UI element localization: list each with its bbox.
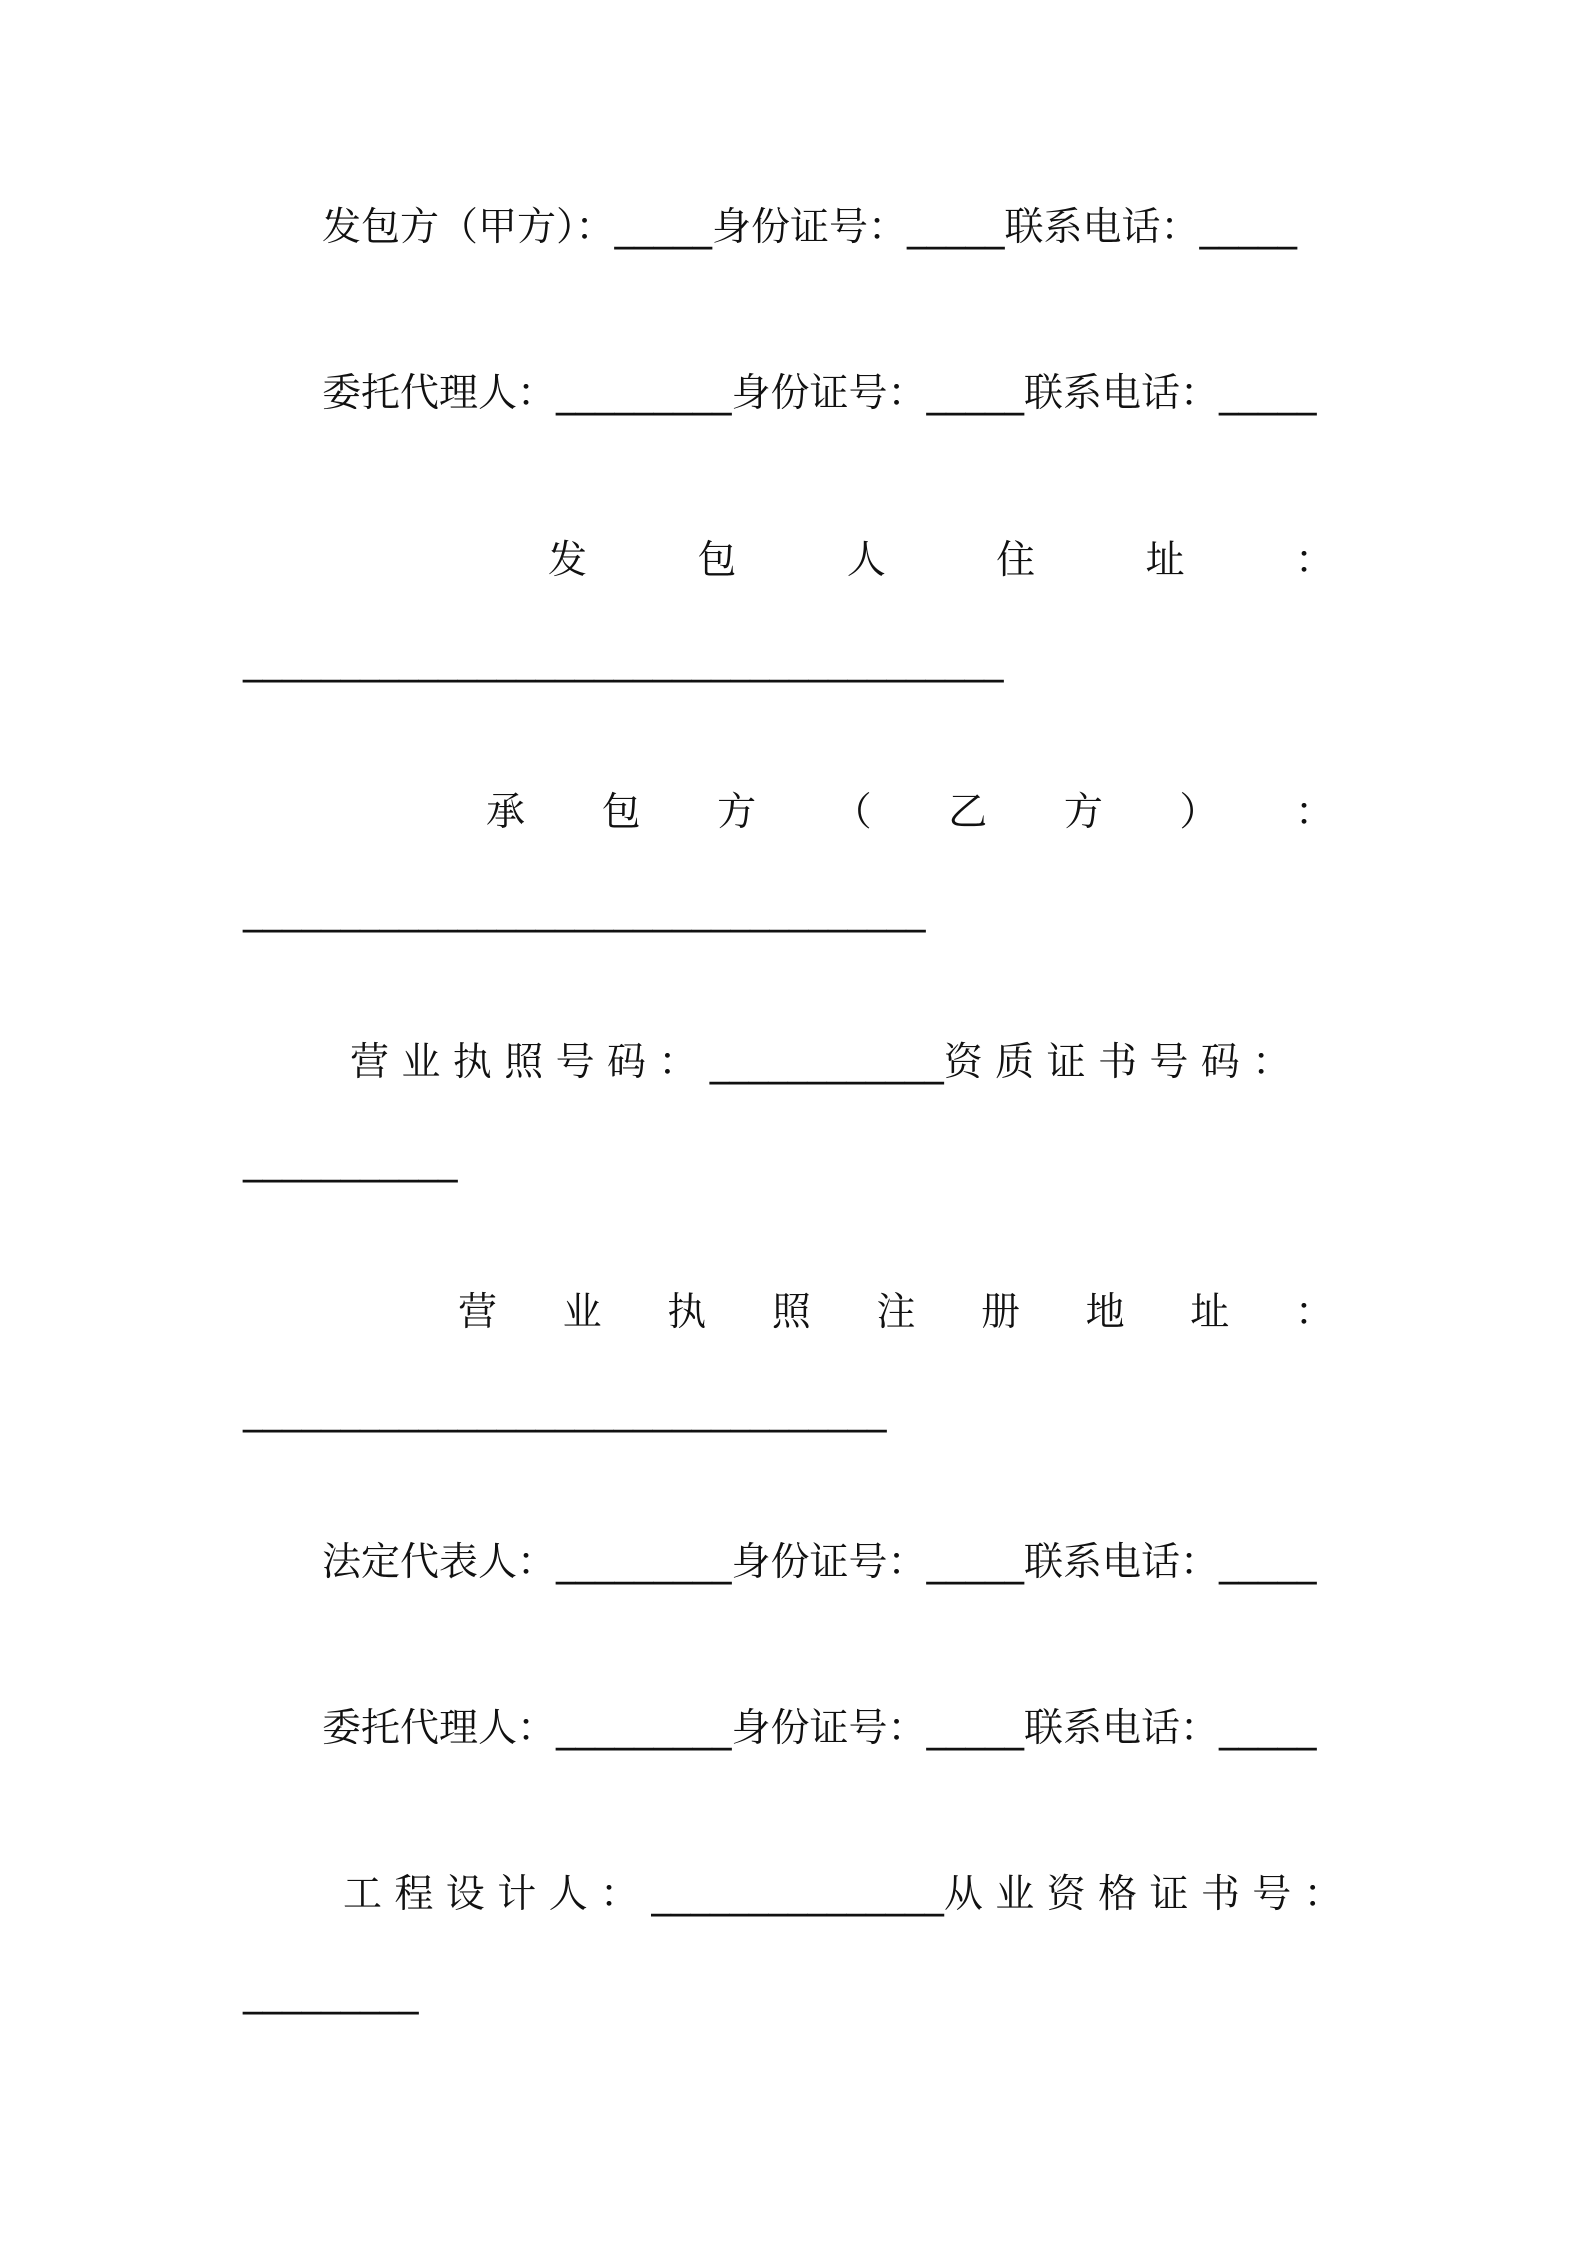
label-char: 执 — [667, 1290, 707, 1335]
label-char: 方 — [1063, 790, 1103, 835]
employer-address-label — [548, 533, 1334, 589]
label-char: ： — [1294, 1290, 1334, 1335]
label-char: 人 — [846, 538, 886, 583]
employer-line: 发包方（甲方）：_____身份证号：_____联系电话：_____ — [322, 205, 1298, 250]
label-char: ： — [1294, 790, 1334, 835]
label-char: 方 — [717, 790, 757, 835]
contractor-agent-line: 委托代理人：_________身份证号：_____联系电话：_____ — [322, 1706, 1317, 1751]
label-char: 址 — [1190, 1290, 1230, 1335]
label-char: 承 — [486, 790, 526, 835]
label-char: 包 — [697, 538, 737, 583]
label-char: 营 — [458, 1290, 498, 1335]
label-char: 册 — [981, 1290, 1021, 1335]
registered-address-label — [458, 1285, 1334, 1341]
label-char: 包 — [601, 790, 641, 835]
label-char: 住 — [996, 538, 1036, 583]
employer-address-blank: _______________________________________ — [243, 638, 1004, 683]
contractor-label — [486, 785, 1334, 841]
label-char: 地 — [1085, 1290, 1125, 1335]
label-char: 照 — [771, 1290, 811, 1335]
label-char: （ — [832, 790, 872, 835]
registered-address-blank: _________________________________ — [243, 1388, 887, 1433]
label-char: ） — [1179, 790, 1219, 835]
contractor-blank: ___________________________________ — [243, 888, 926, 933]
label-char: ： — [1294, 538, 1334, 583]
label-char: 注 — [876, 1290, 916, 1335]
employer-agent-line: 委托代理人：_________身份证号：_____联系电话：_____ — [322, 371, 1317, 416]
label-char: 业 — [562, 1290, 602, 1335]
label-char: 乙 — [948, 790, 988, 835]
label-char: 发 — [548, 538, 588, 583]
qualification-cert-blank: ___________ — [243, 1138, 458, 1183]
legal-representative-line: 法定代表人：_________身份证号：_____联系电话：_____ — [322, 1540, 1317, 1585]
practice-cert-blank: _________ — [243, 1970, 419, 2015]
designer-line: 工 程 设 计 人 ： _______________从 业 资 格 证 书 号 ： — [343, 1872, 1343, 1917]
label-char: 址 — [1145, 538, 1185, 583]
business-license-line: 营 业 执 照 号 码 ： ____________资 质 证 书 号 码 ： — [350, 1040, 1292, 1085]
